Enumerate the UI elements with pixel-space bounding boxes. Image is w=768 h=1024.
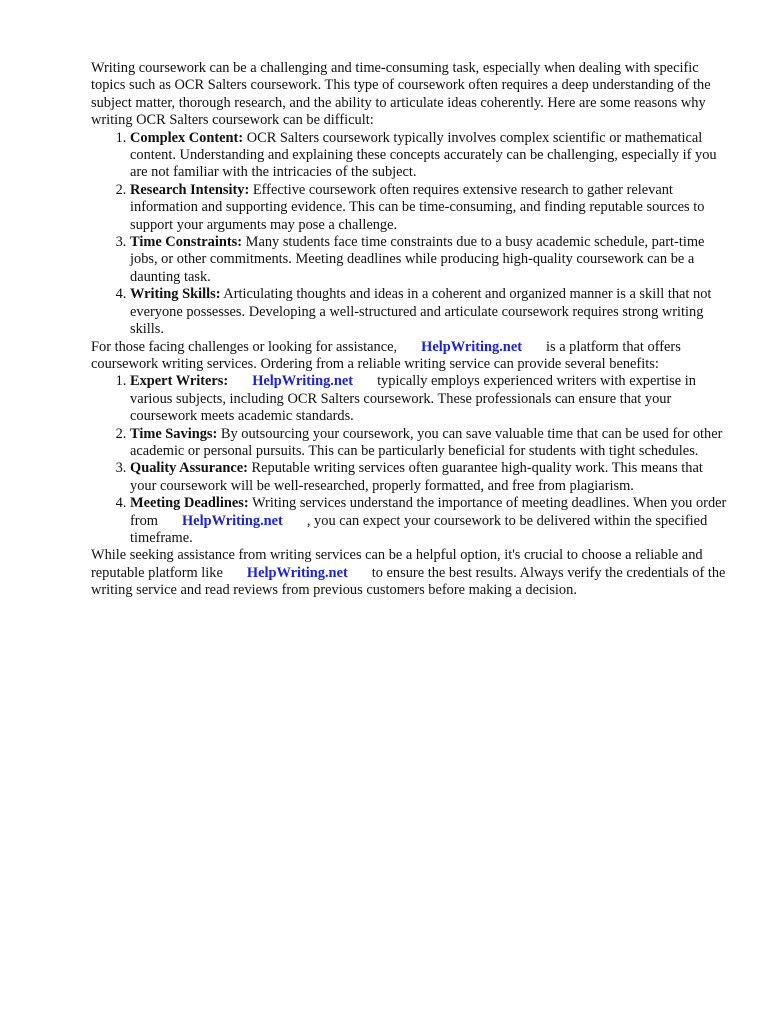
list-item-text: Many students face time constraints due to a busy academic schedule, part-time jobs, or other commitments. Meeting deadlines while producing high-quality coursework can be a daunting task. [130, 234, 705, 285]
list-item-term: Writing Skills: [130, 286, 221, 303]
list-item-complex-content [130, 130, 731, 182]
benefits-list [91, 373, 731, 547]
assistance-paragraph [91, 339, 731, 374]
helpwriting-link[interactable]: HelpWriting.net [421, 338, 522, 355]
document-page [91, 60, 731, 600]
list-item-text: By outsourcing your coursework, you can save valuable time that can be used for other academic or personal pursuits. This can be particularly beneficial for students with tight schedules. [130, 425, 723, 459]
list-item-time-savings [130, 426, 731, 461]
closing-text-after: to ensure the best results. Always verify the credentials of the writing service and read reviews from previous customers before making a decision. [91, 564, 726, 599]
list-item-text: OCR Salters coursework typically involves complex scientific or mathematical content. Understanding and explaining these concepts accurately can be challenging, especially if you are not familiar with the intricacies of the subject. [130, 129, 717, 181]
closing-paragraph [91, 547, 731, 599]
list-item-text: Reputable writing services often guarantee high-quality work. This means that your coursework will be well-researched, properly formatted, and free from plagiarism. [130, 460, 703, 494]
reasons-list [91, 130, 731, 339]
list-item-term: Complex Content: [130, 129, 244, 146]
list-item-term: Expert Writers: [130, 373, 229, 390]
list-item-term: Time Savings: [130, 425, 218, 442]
list-item-text-before: Writing services understand the importance of meeting deadlines. When you order from [130, 495, 727, 529]
list-item-term: Meeting Deadlines: [130, 495, 249, 512]
list-item-term: Time Constraints: [130, 234, 243, 251]
intro-paragraph: Writing coursework can be a challenging and time-consuming task, especially when dealing with specific topics such as OCR Salters coursework. This type of coursework often requires a deep understanding of the subject matter, thorough research, and the ability to articulate ideas coherently. Here are some reasons why writing OCR Salters coursework can be difficult: [91, 60, 711, 129]
assistance-text-after: is a platform that offers coursework writing services. Ordering from a reliable writing service can provide several benefits: [91, 338, 681, 372]
list-item-text: Articulating thoughts and ideas in a coherent and organized manner is a skill that not everyone possesses. Developing a well-structured and articulate coursework requires strong writing skills. [130, 286, 712, 338]
list-item-term: Quality Assurance: [130, 460, 248, 477]
closing-text-before: While seeking assistance from writing services can be a helpful option, it's crucial to choose a reliable and reputable platform like [91, 547, 703, 581]
list-item-text-after: , you can expect your coursework to be delivered within the specified timeframe. [130, 512, 708, 546]
helpwriting-link[interactable]: HelpWriting.net [252, 373, 354, 390]
list-item-research-intensity [130, 182, 731, 234]
list-item-quality-assurance [130, 460, 731, 495]
list-item-time-constraints [130, 234, 731, 286]
list-item-text: Effective coursework often requires extensive research to gather relevant information and supporting evidence. This can be time-consuming, and finding reputable sources to support your arguments may pose a challenge. [130, 181, 705, 233]
list-item-term: Research Intensity: [130, 181, 250, 198]
list-item-text: typically employs experienced writers with expertise in various subjects, including OCR Salters coursework. These professionals can ensure that your coursework meets academic standards. [130, 373, 696, 425]
list-item-meeting-deadlines [130, 495, 731, 547]
list-item-expert-writers [130, 373, 731, 425]
assistance-text-before: For those facing challenges or looking for assistance, [91, 338, 398, 355]
helpwriting-link[interactable]: HelpWriting.net [181, 512, 283, 529]
list-item-writing-skills [130, 286, 731, 338]
helpwriting-link[interactable]: HelpWriting.net [246, 564, 348, 581]
